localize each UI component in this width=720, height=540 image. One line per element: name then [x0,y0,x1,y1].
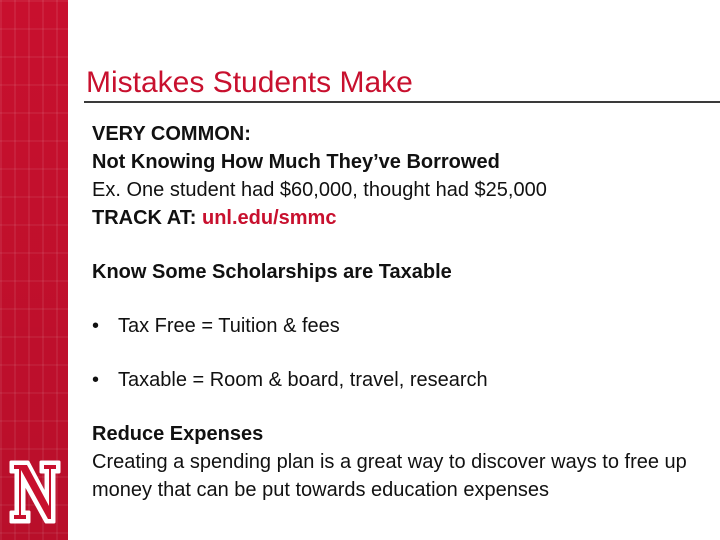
scholarships-heading: Know Some Scholarships are Taxable [92,261,452,283]
reduce-expenses-text: Creating a spending plan is a great way to discover ways to free up money that can be put towards education expenses [92,451,687,501]
spacer [92,394,712,420]
nebraska-n-logo-icon [8,458,62,526]
bullet-icon: • [92,369,100,391]
title-underline [84,101,720,103]
example-text: Ex. One student had $60,000, thought had $25,000 [92,179,547,201]
spacer [92,232,712,258]
spacer [92,340,712,366]
smmc-link[interactable]: unl.edu/smmc [201,207,337,229]
track-at-label: TRACK AT: [92,207,202,229]
not-knowing-heading: Not Knowing How Much They’ve Borrowed [92,151,500,173]
bullet-text-taxable: Taxable = Room & board, travel, research [118,369,488,391]
reduce-expenses-heading: Reduce Expenses [92,423,264,445]
very-common-label: VERY COMMON: [92,123,251,145]
bullet-text-tax-free: Tax Free = Tuition & fees [118,315,340,337]
spacer [92,286,712,312]
track-at-line [92,204,712,232]
bullet-icon: • [92,315,100,337]
slide-title: Mistakes Students Make [86,66,413,99]
bullet-item [92,366,712,394]
slide-body [92,120,712,504]
bullet-item [92,312,712,340]
